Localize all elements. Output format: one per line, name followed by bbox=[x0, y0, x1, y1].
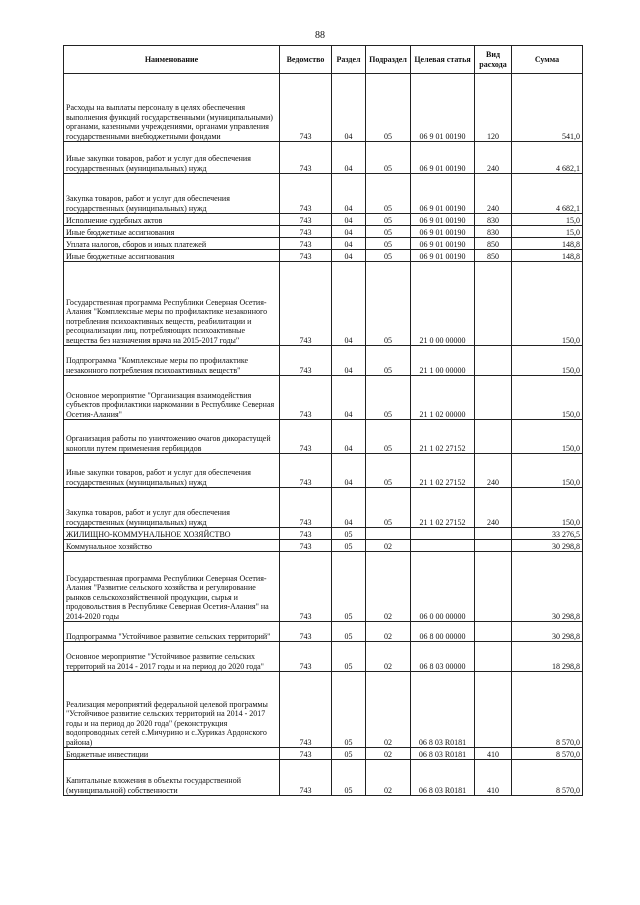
cell-podrazdel: 05 bbox=[366, 142, 411, 174]
table-row bbox=[64, 226, 583, 238]
cell-ved: 743 bbox=[280, 346, 332, 376]
cell-vr: 240 bbox=[475, 488, 512, 528]
cell-sum: 4 682,1 bbox=[512, 174, 583, 214]
cell-ved: 743 bbox=[280, 540, 332, 552]
cell-vr: 830 bbox=[475, 226, 512, 238]
cell-cs: 21 1 02 27152 bbox=[411, 488, 475, 528]
cell-sum: 150,0 bbox=[512, 262, 583, 346]
cell-ved: 743 bbox=[280, 528, 332, 540]
cell-vr bbox=[475, 420, 512, 454]
table-row bbox=[64, 238, 583, 250]
cell-razdel: 04 bbox=[332, 250, 366, 262]
cell-ved: 743 bbox=[280, 142, 332, 174]
cell-sum: 30 298,8 bbox=[512, 552, 583, 622]
cell-cs bbox=[411, 540, 475, 552]
cell-podrazdel: 05 bbox=[366, 454, 411, 488]
cell-name: Иные бюджетные ассигнования bbox=[64, 250, 280, 262]
cell-sum: 8 570,0 bbox=[512, 748, 583, 760]
cell-name: Основное мероприятие "Организация взаимодействия субъектов профилактики наркомании в Республике Северная Осетия-Алания" bbox=[64, 376, 280, 420]
table-row bbox=[64, 552, 583, 622]
table-row bbox=[64, 214, 583, 226]
cell-vr: 410 bbox=[475, 760, 512, 796]
page-number: 88 bbox=[315, 30, 325, 41]
cell-sum: 8 570,0 bbox=[512, 760, 583, 796]
cell-podrazdel: 02 bbox=[366, 622, 411, 642]
table-row bbox=[64, 748, 583, 760]
cell-vr: 410 bbox=[475, 748, 512, 760]
cell-sum: 15,0 bbox=[512, 214, 583, 226]
table-row bbox=[64, 174, 583, 214]
cell-podrazdel: 05 bbox=[366, 74, 411, 142]
cell-razdel: 04 bbox=[332, 454, 366, 488]
cell-name: Бюджетные инвестиции bbox=[64, 748, 280, 760]
cell-name: Коммунальное хозяйство bbox=[64, 540, 280, 552]
cell-cs: 06 8 03 R0181 bbox=[411, 748, 475, 760]
cell-podrazdel: 05 bbox=[366, 420, 411, 454]
cell-name: Реализация мероприятий федеральной целевой программы "Устойчивое развитие сельских территорий на 2014 - 2017 годы и на период до 2020 года" (реконструкция водопроводных сетей с.Мичурино и с.Хуриказ Ардонского района) bbox=[64, 672, 280, 748]
cell-razdel: 05 bbox=[332, 552, 366, 622]
col-header: Целевая статья bbox=[411, 46, 475, 74]
table-row bbox=[64, 346, 583, 376]
table-row bbox=[64, 420, 583, 454]
cell-name: Капитальные вложения в объекты государственной (муниципальной) собственности bbox=[64, 760, 280, 796]
cell-cs: 21 1 02 27152 bbox=[411, 420, 475, 454]
cell-vr bbox=[475, 528, 512, 540]
cell-podrazdel: 02 bbox=[366, 760, 411, 796]
cell-sum: 30 298,8 bbox=[512, 540, 583, 552]
cell-razdel: 04 bbox=[332, 376, 366, 420]
cell-sum: 541,0 bbox=[512, 74, 583, 142]
cell-podrazdel: 02 bbox=[366, 642, 411, 672]
cell-ved: 743 bbox=[280, 642, 332, 672]
cell-ved: 743 bbox=[280, 454, 332, 488]
cell-cs: 21 0 00 00000 bbox=[411, 262, 475, 346]
cell-sum: 15,0 bbox=[512, 226, 583, 238]
cell-name: Закупка товаров, работ и услуг для обеспечения государственных (муниципальных) нужд bbox=[64, 488, 280, 528]
cell-sum: 148,8 bbox=[512, 238, 583, 250]
cell-cs: 06 8 03 R0181 bbox=[411, 672, 475, 748]
table-row bbox=[64, 760, 583, 796]
cell-name: Подпрограмма "Устойчивое развитие сельских территорий" bbox=[64, 622, 280, 642]
cell-vr bbox=[475, 672, 512, 748]
cell-razdel: 04 bbox=[332, 226, 366, 238]
cell-razdel: 05 bbox=[332, 622, 366, 642]
cell-sum: 150,0 bbox=[512, 488, 583, 528]
cell-vr: 850 bbox=[475, 250, 512, 262]
cell-cs: 21 1 00 00000 bbox=[411, 346, 475, 376]
cell-podrazdel: 05 bbox=[366, 226, 411, 238]
cell-cs: 21 1 02 27152 bbox=[411, 454, 475, 488]
cell-sum: 150,0 bbox=[512, 454, 583, 488]
table-row bbox=[64, 74, 583, 142]
cell-cs: 06 8 00 00000 bbox=[411, 622, 475, 642]
cell-podrazdel: 05 bbox=[366, 262, 411, 346]
table-row bbox=[64, 376, 583, 420]
cell-vr bbox=[475, 262, 512, 346]
cell-vr bbox=[475, 376, 512, 420]
col-header: Вид расхода bbox=[475, 46, 512, 74]
table-row bbox=[64, 454, 583, 488]
cell-ved: 743 bbox=[280, 748, 332, 760]
cell-razdel: 04 bbox=[332, 488, 366, 528]
cell-ved: 743 bbox=[280, 420, 332, 454]
cell-podrazdel: 02 bbox=[366, 540, 411, 552]
cell-vr: 240 bbox=[475, 454, 512, 488]
cell-name: Иные закупки товаров, работ и услуг для обеспечения государственных (муниципальных) нужд bbox=[64, 142, 280, 174]
cell-name: Основное мероприятие "Устойчивое развитие сельских территорий на 2014 - 2017 годы и на период до 2020 года" bbox=[64, 642, 280, 672]
cell-razdel: 05 bbox=[332, 748, 366, 760]
cell-cs: 06 9 01 00190 bbox=[411, 226, 475, 238]
col-header: Раздел bbox=[332, 46, 366, 74]
cell-sum: 150,0 bbox=[512, 376, 583, 420]
cell-razdel: 04 bbox=[332, 238, 366, 250]
cell-vr bbox=[475, 346, 512, 376]
cell-name: Закупка товаров, работ и услуг для обеспечения государственных (муниципальных) нужд bbox=[64, 174, 280, 214]
cell-vr: 850 bbox=[475, 238, 512, 250]
cell-podrazdel: 02 bbox=[366, 672, 411, 748]
col-header: Наименование bbox=[64, 46, 280, 74]
cell-sum: 18 298,8 bbox=[512, 642, 583, 672]
cell-podrazdel: 05 bbox=[366, 214, 411, 226]
cell-razdel: 05 bbox=[332, 672, 366, 748]
cell-ved: 743 bbox=[280, 376, 332, 420]
cell-sum: 8 570,0 bbox=[512, 672, 583, 748]
cell-ved: 743 bbox=[280, 672, 332, 748]
cell-podrazdel: 05 bbox=[366, 488, 411, 528]
cell-cs: 06 8 03 R0181 bbox=[411, 760, 475, 796]
cell-ved: 743 bbox=[280, 74, 332, 142]
col-header: Ведомство bbox=[280, 46, 332, 74]
cell-razdel: 04 bbox=[332, 214, 366, 226]
table-row bbox=[64, 250, 583, 262]
cell-name: Подпрограмма "Комплексные меры по профилактике незаконного потребления психоактивных веществ" bbox=[64, 346, 280, 376]
cell-razdel: 04 bbox=[332, 262, 366, 346]
cell-ved: 743 bbox=[280, 760, 332, 796]
col-header: Сумма bbox=[512, 46, 583, 74]
cell-razdel: 05 bbox=[332, 642, 366, 672]
cell-cs: 06 0 00 00000 bbox=[411, 552, 475, 622]
cell-cs: 06 9 01 00190 bbox=[411, 142, 475, 174]
cell-vr: 830 bbox=[475, 214, 512, 226]
table-row bbox=[64, 528, 583, 540]
cell-vr bbox=[475, 642, 512, 672]
cell-razdel: 05 bbox=[332, 540, 366, 552]
cell-ved: 743 bbox=[280, 488, 332, 528]
cell-razdel: 05 bbox=[332, 528, 366, 540]
cell-podrazdel bbox=[366, 528, 411, 540]
table-row bbox=[64, 488, 583, 528]
cell-sum: 150,0 bbox=[512, 346, 583, 376]
budget-table bbox=[63, 45, 583, 796]
cell-ved: 743 bbox=[280, 552, 332, 622]
cell-podrazdel: 05 bbox=[366, 376, 411, 420]
cell-name: Государственная программа Республики Северная Осетия-Алания "Комплексные меры по профилактике незаконного потребления психоактивных веществ, реабилитации и ресоциализации лиц, потребляющих психоактивные вещества без назначения врача на 2015-2017 годы" bbox=[64, 262, 280, 346]
cell-vr: 240 bbox=[475, 174, 512, 214]
cell-ved: 743 bbox=[280, 238, 332, 250]
cell-vr: 240 bbox=[475, 142, 512, 174]
cell-razdel: 04 bbox=[332, 346, 366, 376]
cell-podrazdel: 05 bbox=[366, 346, 411, 376]
cell-razdel: 04 bbox=[332, 420, 366, 454]
table-row bbox=[64, 622, 583, 642]
cell-sum: 33 276,5 bbox=[512, 528, 583, 540]
cell-ved: 743 bbox=[280, 174, 332, 214]
cell-name: Организация работы по уничтожению очагов дикорастущей конопли путем применения гербицидов bbox=[64, 420, 280, 454]
table-row bbox=[64, 262, 583, 346]
cell-cs: 21 1 02 00000 bbox=[411, 376, 475, 420]
cell-ved: 743 bbox=[280, 622, 332, 642]
cell-name: Иные закупки товаров, работ и услуг для обеспечения государственных (муниципальных) нужд bbox=[64, 454, 280, 488]
cell-name: Государственная программа Республики Северная Осетия-Алания "Развитие сельского хозяйства и регулирование рынков сельскохозяйственной продукции, сырья и продовольствия в Республике Северная Осетия-Алания" на 2014-2020 годы bbox=[64, 552, 280, 622]
cell-name: Уплата налогов, сборов и иных платежей bbox=[64, 238, 280, 250]
cell-cs: 06 9 01 00190 bbox=[411, 214, 475, 226]
cell-cs: 06 9 01 00190 bbox=[411, 250, 475, 262]
cell-name: Расходы на выплаты персоналу в целях обеспечения выполнения функций государственными (муниципальными) органами, казенными учреждениями, органами управления государственными внебюджетными фондами bbox=[64, 74, 280, 142]
cell-name: Иные бюджетные ассигнования bbox=[64, 226, 280, 238]
cell-podrazdel: 05 bbox=[366, 238, 411, 250]
cell-cs: 06 8 03 00000 bbox=[411, 642, 475, 672]
cell-name: ЖИЛИЩНО-КОММУНАЛЬНОЕ ХОЗЯЙСТВО bbox=[64, 528, 280, 540]
cell-razdel: 04 bbox=[332, 142, 366, 174]
cell-cs: 06 9 01 00190 bbox=[411, 74, 475, 142]
cell-razdel: 05 bbox=[332, 760, 366, 796]
cell-podrazdel: 05 bbox=[366, 250, 411, 262]
cell-razdel: 04 bbox=[332, 74, 366, 142]
cell-ved: 743 bbox=[280, 226, 332, 238]
cell-vr bbox=[475, 622, 512, 642]
table-header-row bbox=[64, 46, 583, 74]
cell-podrazdel: 02 bbox=[366, 552, 411, 622]
cell-sum: 150,0 bbox=[512, 420, 583, 454]
cell-ved: 743 bbox=[280, 214, 332, 226]
table-row bbox=[64, 672, 583, 748]
cell-sum: 148,8 bbox=[512, 250, 583, 262]
cell-name: Исполнение судебных актов bbox=[64, 214, 280, 226]
cell-vr bbox=[475, 552, 512, 622]
table-row bbox=[64, 642, 583, 672]
cell-cs bbox=[411, 528, 475, 540]
cell-sum: 4 682,1 bbox=[512, 142, 583, 174]
cell-podrazdel: 05 bbox=[366, 174, 411, 214]
cell-ved: 743 bbox=[280, 262, 332, 346]
table-row bbox=[64, 540, 583, 552]
cell-ved: 743 bbox=[280, 250, 332, 262]
cell-cs: 06 9 01 00190 bbox=[411, 174, 475, 214]
cell-razdel: 04 bbox=[332, 174, 366, 214]
cell-podrazdel: 02 bbox=[366, 748, 411, 760]
table-row bbox=[64, 142, 583, 174]
cell-cs: 06 9 01 00190 bbox=[411, 238, 475, 250]
cell-sum: 30 298,8 bbox=[512, 622, 583, 642]
cell-vr: 120 bbox=[475, 74, 512, 142]
cell-vr bbox=[475, 540, 512, 552]
col-header: Подраздел bbox=[366, 46, 411, 74]
